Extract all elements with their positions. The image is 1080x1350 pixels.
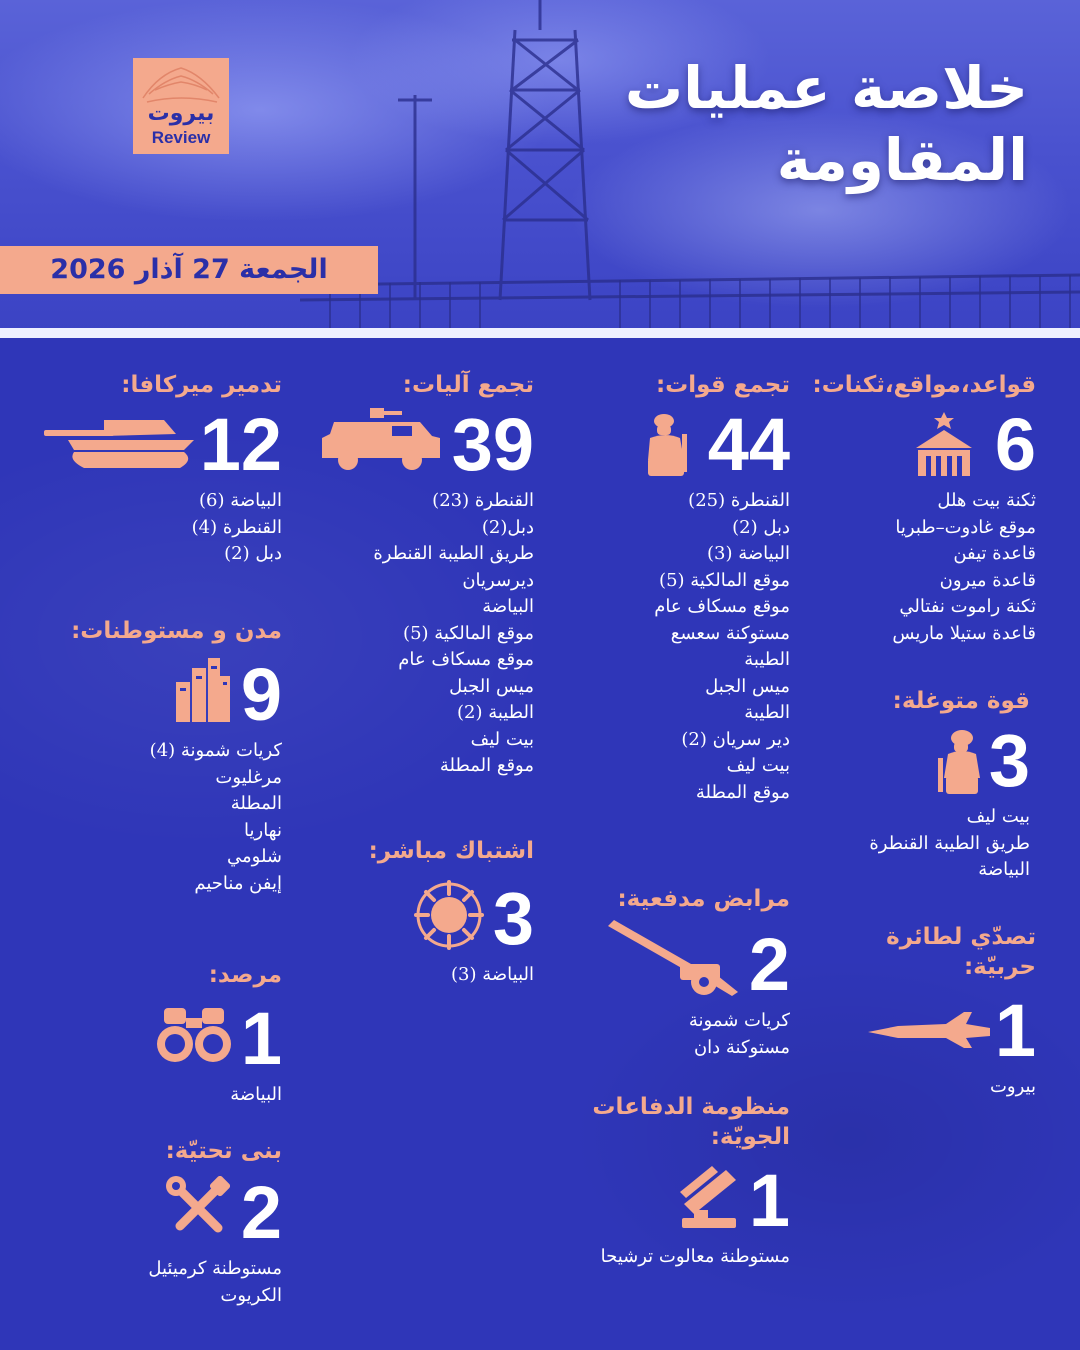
- count-number: 1: [240, 997, 282, 1080]
- count-number: 3: [492, 877, 534, 960]
- location-list: [42, 1256, 282, 1309]
- location-list: [294, 488, 534, 780]
- header-banner: [0, 0, 1080, 330]
- header-divider: [0, 328, 1080, 338]
- brand-logo: [133, 58, 229, 154]
- list-item: إيفن مناحيم: [194, 872, 282, 894]
- block-title-line-2: حربيّة:: [963, 954, 1036, 980]
- block-title: اشتباك مباشر:: [368, 838, 534, 864]
- title-line-2: المقاومة: [776, 126, 1028, 194]
- artillery-icon: [608, 920, 738, 996]
- list-item: كريات شمونة (4): [149, 740, 282, 761]
- list-item: طريق الطيبة القنطرة: [373, 543, 534, 564]
- count-number: 2: [748, 923, 790, 1006]
- list-item: البياضة (3): [451, 964, 534, 985]
- list-item: ثكنة بيت هلل: [937, 490, 1036, 511]
- binoculars-icon: [156, 1008, 232, 1062]
- list-item: موقع المطلة: [439, 755, 534, 776]
- title-line-1: خلاصة عمليات: [624, 54, 1028, 122]
- explosion-icon: [414, 880, 484, 950]
- list-item: مستوطنة معالوت ترشيحا: [600, 1246, 790, 1267]
- cedar-sketch-icon: [139, 64, 223, 104]
- block-title: مدن و مستوطنات:: [71, 618, 282, 644]
- list-item: شلومي: [227, 846, 282, 867]
- tank-icon: [44, 414, 196, 470]
- block-title-line-1: تصدّي لطائرة: [886, 924, 1036, 950]
- list-item: الطيبة: [744, 702, 790, 723]
- list-item: مستوكنة دان: [693, 1036, 790, 1058]
- list-item: القنطرة (23): [432, 490, 534, 511]
- block-title: قوة متوغلة:: [892, 688, 1030, 714]
- location-list: [42, 738, 282, 897]
- count-number: 3: [988, 719, 1030, 802]
- block-observatory: [42, 960, 282, 1109]
- list-item: الطيبة (2): [457, 702, 534, 723]
- block-title: تجمع قوات:: [655, 372, 790, 398]
- logo-arabic-text: بيروت: [147, 101, 215, 126]
- block-cities: [42, 616, 282, 897]
- list-item: قاعدة ميرون: [939, 569, 1036, 591]
- block-title: مرصد:: [208, 962, 282, 988]
- fighter-jet-icon: [868, 1010, 994, 1050]
- list-item: بيروت: [989, 1076, 1036, 1097]
- location-list: [550, 1008, 790, 1061]
- tools-icon: [166, 1176, 230, 1240]
- location-list: [294, 962, 534, 989]
- list-item: البياضة (3): [707, 543, 790, 564]
- list-item: كريات شمونة: [688, 1010, 790, 1031]
- location-list: [42, 1082, 282, 1109]
- list-item: قاعدة ستيلا ماريس: [892, 622, 1036, 644]
- date-banner: الجمعة 27 آذار 2026: [0, 246, 378, 294]
- list-item: موقع مسكاف عام: [398, 649, 534, 670]
- block-merkava: [42, 370, 282, 568]
- list-item: موقع غادوت–طبريا: [895, 516, 1036, 538]
- list-item: دبل (2): [732, 516, 790, 538]
- block-clash: [294, 836, 534, 989]
- list-item: بيت ليف: [966, 806, 1030, 827]
- list-item: البياضة: [482, 596, 534, 617]
- list-item: ثكنة راموت نفتالي: [899, 596, 1036, 617]
- list-item: مرغليوت: [215, 766, 282, 788]
- count-number: 1: [748, 1159, 790, 1242]
- soldier-icon: [644, 412, 690, 476]
- list-item: البياضة: [978, 859, 1030, 880]
- infantry-icon: [936, 728, 984, 794]
- list-item: ميس الجبل: [705, 675, 790, 697]
- count-number: 2: [240, 1171, 282, 1254]
- block-infrastructure: [42, 1136, 282, 1309]
- list-item: بيت ليف: [726, 755, 790, 776]
- count-number: 44: [707, 403, 790, 486]
- list-item: دير سريان (2): [681, 728, 790, 750]
- list-item: نهاريا: [244, 819, 282, 841]
- list-item: طريق الطيبة القنطرة: [869, 832, 1030, 854]
- location-list: [550, 488, 790, 806]
- list-item: مستوطنة كرميئيل: [148, 1258, 282, 1279]
- block-title-line-2: الجويّة:: [710, 1124, 790, 1150]
- armored-vehicle-icon: [320, 408, 442, 470]
- location-list: [836, 1074, 1036, 1101]
- location-list: [550, 1244, 790, 1271]
- block-title: تجمع آليات:: [402, 372, 534, 398]
- list-item: القنطرة (25): [688, 490, 790, 511]
- list-item: ديرسريان: [462, 569, 534, 591]
- block-jet: [836, 922, 1036, 1101]
- block-title: مرابض مدفعية:: [617, 886, 790, 912]
- block-troops: [550, 370, 790, 806]
- list-item: موقع المطلة: [695, 781, 790, 803]
- block-title: تدمير ميركافا:: [121, 372, 282, 398]
- list-item: دبل(2): [481, 516, 534, 538]
- location-list: [830, 804, 1030, 884]
- list-item: قاعدة تيفن: [953, 543, 1036, 564]
- buildings-icon: [174, 658, 230, 722]
- list-item: الطيبة: [744, 649, 790, 670]
- block-vehicles: [294, 370, 534, 780]
- block-artillery: [550, 884, 790, 1061]
- barracks-icon: [914, 412, 974, 476]
- page-title: [548, 52, 1028, 196]
- count-number: 9: [240, 653, 282, 736]
- block-title: بنى تحتيّة:: [165, 1138, 282, 1164]
- count-number: 1: [994, 989, 1036, 1072]
- block-title-line-1: منظومة الدفاعات: [592, 1094, 790, 1120]
- location-list: [42, 488, 282, 568]
- list-item: موقع المالكية (5): [659, 569, 790, 591]
- location-list: [806, 488, 1036, 647]
- block-airdefense: [550, 1092, 790, 1271]
- block-bases: [806, 370, 1036, 647]
- list-item: مستوكنة سعسع: [670, 622, 790, 644]
- block-incursion: [830, 686, 1030, 884]
- list-item: ميس الجبل: [449, 675, 534, 697]
- list-item: موقع المالكية (5): [403, 622, 534, 644]
- count-number: 39: [451, 403, 534, 486]
- count-number: 12: [199, 403, 282, 486]
- missile-launcher-icon: [676, 1166, 742, 1228]
- list-item: المطلة: [230, 793, 282, 814]
- list-item: البياضة (6): [199, 490, 282, 511]
- list-item: الكريوت: [220, 1284, 282, 1306]
- block-title: قواعد،مواقع،ثكنات:: [812, 372, 1036, 398]
- list-item: القنطرة (4): [191, 516, 282, 538]
- list-item: البياضة: [230, 1084, 282, 1105]
- list-item: موقع مسكاف عام: [654, 596, 790, 617]
- list-item: دبل (2): [224, 543, 282, 564]
- count-number: 6: [994, 403, 1036, 486]
- list-item: بيت ليف: [470, 728, 534, 750]
- logo-english-text: Review: [151, 128, 211, 147]
